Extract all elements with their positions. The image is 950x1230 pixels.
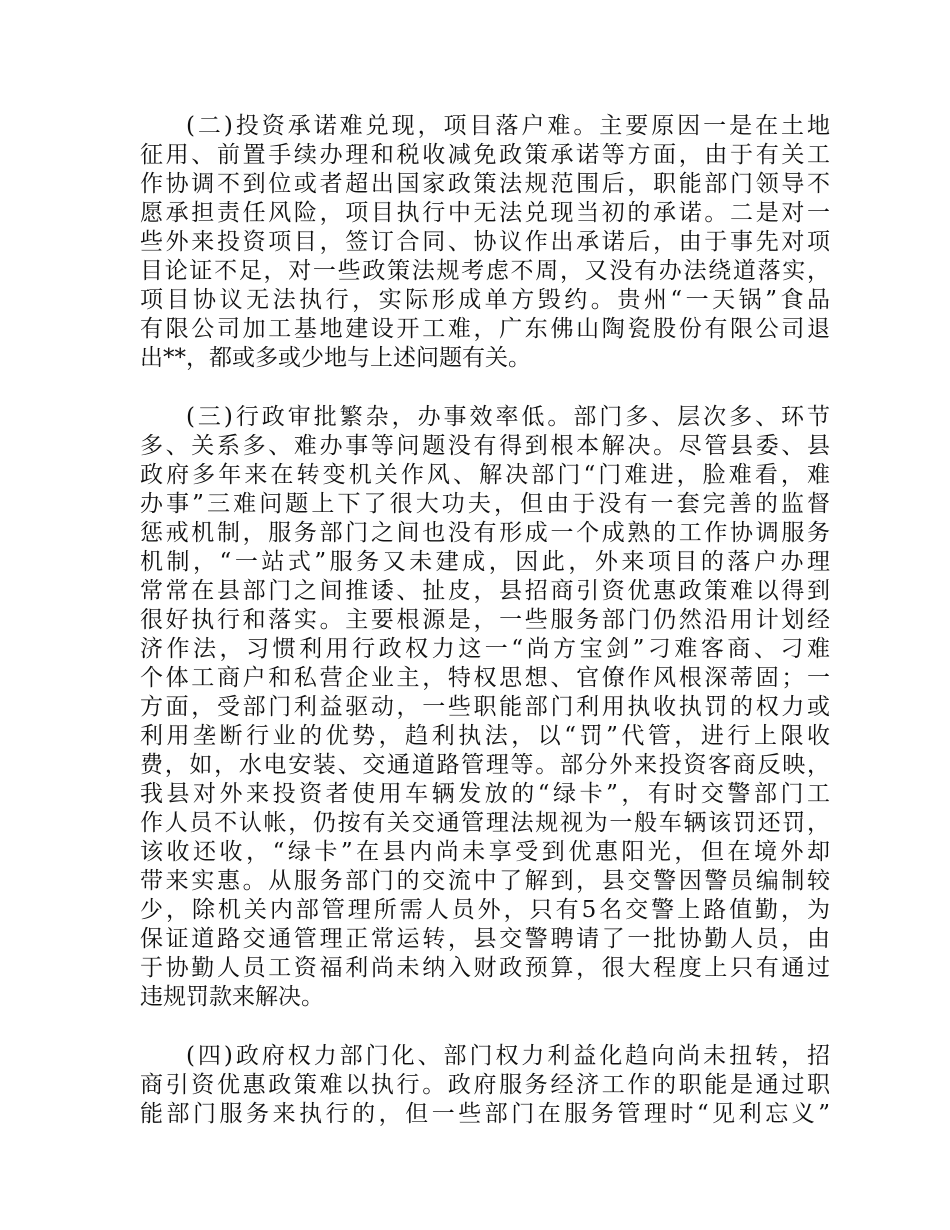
text-line: 出**，都或多或少地与上述问题有关。 <box>140 345 531 371</box>
text-line: 政府多年来在转变机关作风、解决部门“门难进，脸难看，难 <box>140 462 830 488</box>
text-line: 济作法，习惯利用行政权力这一“尚方宝剑”刁难客商、刁难 <box>140 636 830 662</box>
text-line: 常常在县部门之间推诿、扯皮，县招商引资优惠政策难以得到 <box>140 578 830 604</box>
text-line: 项目协议无法执行，实际形成单方毁约。贵州“一天锅”食品 <box>140 287 830 313</box>
text-line: 商引资优惠政策难以执行。政府服务经济工作的职能是通过职 <box>140 1072 830 1098</box>
text-line: 办事”三难问题上下了很大功夫，但由于没有一套完善的监督 <box>140 491 830 517</box>
text-line: 少，除机关内部管理所需人员外，只有5名交警上路值勤，为 <box>140 897 830 923</box>
text-line: 违规罚款来解决。 <box>140 984 324 1010</box>
text-line: 有限公司加工基地建设开工难，广东佛山陶瓷股份有限公司退 <box>140 316 830 342</box>
text-line: 目论证不足，对一些政策法规考虑不周，又没有办法绕道落实， <box>140 258 830 284</box>
paragraph-administrative-approval <box>140 403 830 1012</box>
paragraph-investment-commitment <box>140 112 830 373</box>
text-line: 于协勤人员工资福利尚未纳入财政预算，很大程度上只有通过 <box>140 955 830 981</box>
text-line: 作人员不认帐，仍按有关交通管理法规视为一般车辆该罚还罚， <box>140 810 830 836</box>
paragraph-government-power <box>140 1042 830 1129</box>
text-line: 该收还收，“绿卡”在县内尚未享受到优惠阳光，但在境外却 <box>140 839 830 865</box>
text-line: 方面，受部门利益驱动，一些职能部门利用执收执罚的权力或 <box>140 694 830 720</box>
document-body <box>140 112 830 1159</box>
text-line: (三)行政审批繁杂，办事效率低。部门多、层次多、环节 <box>186 404 830 430</box>
text-line: (四)政府权力部门化、部门权力利益化趋向尚未扭转，招 <box>186 1043 830 1069</box>
text-line: 征用、前置手续办理和税收减免政策承诺等方面，由于有关工 <box>140 142 830 168</box>
text-line: (二)投资承诺难兑现，项目落户难。主要原因一是在土地 <box>186 113 830 139</box>
text-line: 保证道路交通管理正常运转，县交警聘请了一批协勤人员，由 <box>140 926 830 952</box>
text-line: 我县对外来投资者使用车辆发放的“绿卡”，有时交警部门工 <box>140 781 830 807</box>
text-line: 利用垄断行业的优势，趋利执法，以“罚”代管，进行上限收 <box>140 723 830 749</box>
text-line: 多、关系多、难办事等问题没有得到根本解决。尽管县委、县 <box>140 433 830 459</box>
text-line: 个体工商户和私营企业主，特权思想、官僚作风根深蒂固；一 <box>140 665 830 691</box>
text-line: 很好执行和落实。主要根源是，一些服务部门仍然沿用计划经 <box>140 607 830 633</box>
text-line: 愿承担责任风险，项目执行中无法兑现当初的承诺。二是对一 <box>140 200 830 226</box>
text-line: 带来实惠。从服务部门的交流中了解到，县交警因警员编制较 <box>140 868 830 894</box>
text-line: 机制，“一站式”服务又未建成，因此，外来项目的落户办理 <box>140 549 830 575</box>
text-line: 惩戒机制，服务部门之间也没有形成一个成熟的工作协调服务 <box>140 520 830 546</box>
text-line: 作协调不到位或者超出国家政策法规范围后，职能部门领导不 <box>140 171 830 197</box>
text-line: 些外来投资项目，签订合同、协议作出承诺后，由于事先对项 <box>140 229 830 255</box>
text-line: 能部门服务来执行的，但一些部门在服务管理时“见利忘义” <box>140 1101 830 1127</box>
text-line: 费，如，水电安装、交通道路管理等。部分外来投资客商反映， <box>140 752 830 778</box>
